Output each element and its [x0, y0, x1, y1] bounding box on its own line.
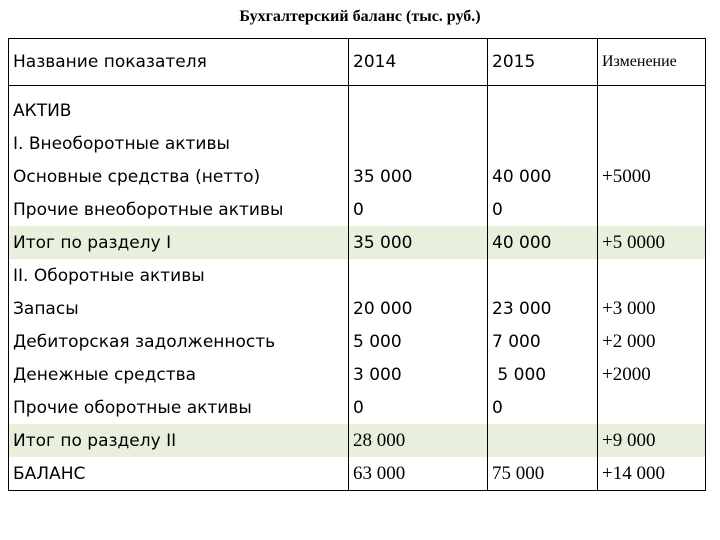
- row-change: [598, 127, 706, 160]
- row-2015: [488, 259, 598, 292]
- row-2014: 28 000: [349, 424, 488, 457]
- table-row-total: [9, 457, 706, 491]
- table-row-subtotal: [9, 226, 706, 259]
- header-2015: 2015: [488, 39, 598, 86]
- table-row: [9, 391, 706, 424]
- row-2015: [488, 127, 598, 160]
- row-2014: 63 000: [349, 457, 488, 491]
- page-title: Бухгалтерский баланс (тыс. руб.): [239, 8, 481, 25]
- row-2015: [488, 86, 598, 128]
- row-2014: 0: [349, 193, 488, 226]
- row-2015: 23 000: [488, 292, 598, 325]
- row-2015: 40 000: [488, 226, 598, 259]
- row-2015: 75 000: [488, 457, 598, 491]
- table-row: [9, 358, 706, 391]
- table-row: [9, 193, 706, 226]
- row-change: +14 000: [598, 457, 706, 491]
- balance-table: [8, 38, 706, 491]
- row-2015: 0: [488, 193, 598, 226]
- row-change: [598, 193, 706, 226]
- row-2015: 7 000: [488, 325, 598, 358]
- row-change: +9 000: [598, 424, 706, 457]
- row-change: +5000: [598, 160, 706, 193]
- header-change: Изменение: [598, 39, 706, 86]
- row-2014: [349, 127, 488, 160]
- row-name: Дебиторская задолженность: [9, 325, 349, 358]
- row-name: АКТИВ: [9, 86, 349, 128]
- row-change: [598, 86, 706, 128]
- header-2014: 2014: [349, 39, 488, 86]
- row-name: Денежные средства: [9, 358, 349, 391]
- row-name: Прочие оборотные активы: [9, 391, 349, 424]
- row-change: [598, 391, 706, 424]
- table-row: [9, 127, 706, 160]
- row-2014: [349, 86, 488, 128]
- row-name: Итог по разделу I: [9, 226, 349, 259]
- row-2014: 35 000: [349, 160, 488, 193]
- row-name: Запасы: [9, 292, 349, 325]
- row-change: +2 000: [598, 325, 706, 358]
- row-name: Прочие внеоборотные активы: [9, 193, 349, 226]
- row-2015: 5 000: [488, 358, 598, 391]
- row-name: Итог по разделу II: [9, 424, 349, 457]
- row-name: I. Внеоборотные активы: [9, 127, 349, 160]
- table-row: [9, 325, 706, 358]
- table-row: [9, 86, 706, 128]
- row-2014: 5 000: [349, 325, 488, 358]
- row-change: +2000: [598, 358, 706, 391]
- row-name: II. Оборотные активы: [9, 259, 349, 292]
- row-change: +5 0000: [598, 226, 706, 259]
- row-2014: 20 000: [349, 292, 488, 325]
- table-row-subtotal: [9, 424, 706, 457]
- row-change: [598, 259, 706, 292]
- row-2014: [349, 259, 488, 292]
- row-name: БАЛАНС: [9, 457, 349, 491]
- row-2015: 40 000: [488, 160, 598, 193]
- table-row: [9, 292, 706, 325]
- table-header-row: [9, 39, 706, 86]
- table-row: [9, 160, 706, 193]
- row-name: Основные средства (нетто): [9, 160, 349, 193]
- row-2015: [488, 424, 598, 457]
- row-2014: 35 000: [349, 226, 488, 259]
- row-2014: 3 000: [349, 358, 488, 391]
- table-row: [9, 259, 706, 292]
- row-2014: 0: [349, 391, 488, 424]
- header-name: Название показателя: [9, 39, 349, 86]
- row-2015: 0: [488, 391, 598, 424]
- row-change: +3 000: [598, 292, 706, 325]
